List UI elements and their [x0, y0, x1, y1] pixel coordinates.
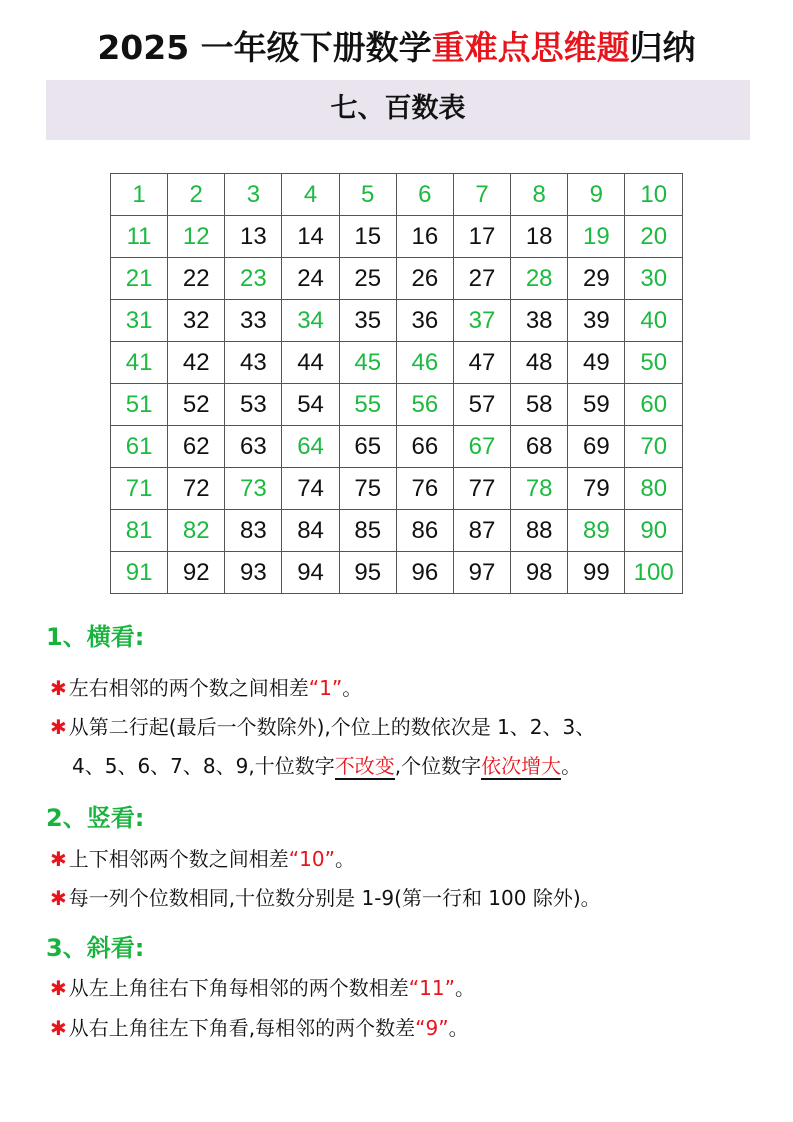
grid-cell: 96: [396, 552, 453, 594]
grid-cell: 7: [453, 174, 510, 216]
grid-cell: 54: [282, 384, 339, 426]
grid-cell: 76: [396, 468, 453, 510]
grid-cell: 86: [396, 510, 453, 552]
bullet-vertical-2: [50, 882, 601, 911]
grid-cell: 18: [511, 216, 568, 258]
grid-cell: 79: [568, 468, 625, 510]
bullet-text: 从右上角往左下角看,每相邻的两个数差: [68, 1016, 416, 1040]
grid-cell: 16: [396, 216, 453, 258]
grid-row: [111, 258, 683, 300]
grid-row: [111, 174, 683, 216]
grid-cell: 53: [225, 384, 282, 426]
grid-cell: 55: [339, 384, 396, 426]
bullet-horizontal-2-cont: [72, 750, 581, 779]
grid-cell: 90: [625, 510, 683, 552]
grid-cell: 57: [453, 384, 510, 426]
grid-cell: 69: [568, 426, 625, 468]
grid-cell: 66: [396, 426, 453, 468]
grid-cell: 75: [339, 468, 396, 510]
grid-cell: 20: [625, 216, 683, 258]
grid-cell: 58: [511, 384, 568, 426]
grid-cell: 13: [225, 216, 282, 258]
grid-cell: 42: [168, 342, 225, 384]
bullet-text: ,个位数字: [394, 754, 482, 778]
grid-cell: 95: [339, 552, 396, 594]
grid-cell: 74: [282, 468, 339, 510]
grid-cell: 85: [339, 510, 396, 552]
grid-cell: 30: [625, 258, 683, 300]
grid-cell: 39: [568, 300, 625, 342]
grid-cell: 61: [111, 426, 168, 468]
punct: 。: [342, 676, 363, 700]
grid-cell: 22: [168, 258, 225, 300]
bullet-diagonal-1: [50, 972, 475, 1001]
grid-cell: 72: [168, 468, 225, 510]
grid-cell: 17: [453, 216, 510, 258]
grid-cell: 8: [511, 174, 568, 216]
grid-cell: 77: [453, 468, 510, 510]
grid-cell: 89: [568, 510, 625, 552]
grid-row: [111, 426, 683, 468]
grid-cell: 60: [625, 384, 683, 426]
red-asterisk-icon: ✱: [50, 1016, 67, 1040]
heading-diagonal: 3、斜看:: [46, 934, 145, 962]
grid-cell: 50: [625, 342, 683, 384]
grid-cell: 49: [568, 342, 625, 384]
grid-cell: 19: [568, 216, 625, 258]
grid-cell: 56: [396, 384, 453, 426]
grid-cell: 45: [339, 342, 396, 384]
grid-cell: 62: [168, 426, 225, 468]
highlight-value: “10”: [288, 847, 335, 871]
grid-cell: 73: [225, 468, 282, 510]
grid-row: [111, 342, 683, 384]
grid-cell: 81: [111, 510, 168, 552]
bullet-text: 4、5、6、7、8、9,十位数字: [72, 754, 335, 778]
grid-cell: 21: [111, 258, 168, 300]
underlined-keyword: 依次增大: [481, 754, 562, 778]
red-asterisk-icon: ✱: [50, 976, 67, 1000]
bullet-text: 从第二行起(最后一个数除外),个位上的数依次是 1、2、3、: [68, 715, 596, 739]
grid-cell: 34: [282, 300, 339, 342]
grid-cell: 35: [339, 300, 396, 342]
grid-cell: 41: [111, 342, 168, 384]
grid-cell: 63: [225, 426, 282, 468]
bullet-text: 左右相邻的两个数之间相差: [68, 676, 309, 700]
red-asterisk-icon: ✱: [50, 676, 67, 700]
grid-cell: 23: [225, 258, 282, 300]
grid-cell: 82: [168, 510, 225, 552]
grid-row: [111, 510, 683, 552]
grid-cell: 24: [282, 258, 339, 300]
grid-cell: 99: [568, 552, 625, 594]
grid-cell: 48: [511, 342, 568, 384]
grid-cell: 1: [111, 174, 168, 216]
grid-cell: 36: [396, 300, 453, 342]
grid-cell: 44: [282, 342, 339, 384]
grid-cell: 47: [453, 342, 510, 384]
grid-cell: 52: [168, 384, 225, 426]
highlight-value: “11”: [408, 976, 455, 1000]
grid-cell: 78: [511, 468, 568, 510]
title-suffix: 归纳: [629, 28, 696, 67]
grid-cell: 40: [625, 300, 683, 342]
grid-cell: 87: [453, 510, 510, 552]
grid-cell: 28: [511, 258, 568, 300]
grid-cell: 31: [111, 300, 168, 342]
section-title: 七、百数表: [330, 93, 466, 124]
grid-cell: 64: [282, 426, 339, 468]
grid-cell: 10: [625, 174, 683, 216]
heading-vertical: 2、竖看:: [46, 804, 145, 832]
grid-cell: 67: [453, 426, 510, 468]
grid-cell: 25: [339, 258, 396, 300]
grid-row: [111, 468, 683, 510]
grid-cell: 71: [111, 468, 168, 510]
grid-cell: 14: [282, 216, 339, 258]
grid-cell: 93: [225, 552, 282, 594]
bullet-vertical-1: [50, 843, 355, 872]
bullet-horizontal-1: [50, 672, 362, 701]
bullet-text: 从左上角往右下角每相邻的两个数相差: [68, 976, 409, 1000]
highlight-value: “9”: [415, 1016, 449, 1040]
grid-row: [111, 384, 683, 426]
grid-cell: 15: [339, 216, 396, 258]
bullet-text: 上下相邻两个数之间相差: [68, 847, 289, 871]
grid-cell: 37: [453, 300, 510, 342]
title-text: 2025 一年级下册数学: [97, 28, 432, 67]
grid-cell: 32: [168, 300, 225, 342]
hundred-table: [110, 173, 683, 594]
grid-cell: 3: [225, 174, 282, 216]
grid-cell: 5: [339, 174, 396, 216]
grid-cell: 65: [339, 426, 396, 468]
underlined-keyword: 不改变: [334, 754, 395, 778]
grid-row: [111, 216, 683, 258]
page-title: [0, 22, 793, 69]
grid-cell: 38: [511, 300, 568, 342]
bullet-diagonal-2: [50, 1012, 469, 1041]
grid-cell: 84: [282, 510, 339, 552]
grid-cell: 88: [511, 510, 568, 552]
grid-cell: 51: [111, 384, 168, 426]
punct: 。: [454, 976, 475, 1000]
section-banner: [46, 80, 750, 140]
grid-row: [111, 552, 683, 594]
grid-cell: 100: [625, 552, 683, 594]
bullet-horizontal-2: [50, 711, 595, 740]
title-highlight: 重难点思维题: [431, 28, 630, 67]
grid-cell: 43: [225, 342, 282, 384]
grid-cell: 80: [625, 468, 683, 510]
highlight-value: “1”: [308, 676, 343, 700]
bullet-text: 每一列个位数相同,十位数分别是 1-9(第一行和 100 除外)。: [68, 886, 601, 910]
grid-cell: 83: [225, 510, 282, 552]
grid-cell: 94: [282, 552, 339, 594]
red-asterisk-icon: ✱: [50, 847, 67, 871]
grid-row: [111, 300, 683, 342]
grid-cell: 2: [168, 174, 225, 216]
grid-cell: 26: [396, 258, 453, 300]
grid-cell: 4: [282, 174, 339, 216]
grid-cell: 33: [225, 300, 282, 342]
punct: 。: [334, 847, 355, 871]
grid-cell: 97: [453, 552, 510, 594]
grid-cell: 98: [511, 552, 568, 594]
red-asterisk-icon: ✱: [50, 886, 67, 910]
punct: 。: [448, 1016, 469, 1040]
grid-cell: 70: [625, 426, 683, 468]
grid-cell: 27: [453, 258, 510, 300]
punct: 。: [561, 754, 582, 778]
red-asterisk-icon: ✱: [50, 715, 67, 739]
grid-cell: 6: [396, 174, 453, 216]
grid-cell: 91: [111, 552, 168, 594]
grid-cell: 59: [568, 384, 625, 426]
grid-cell: 92: [168, 552, 225, 594]
grid-cell: 9: [568, 174, 625, 216]
heading-horizontal: 1、横看:: [46, 623, 145, 651]
grid-cell: 12: [168, 216, 225, 258]
grid-cell: 68: [511, 426, 568, 468]
grid-cell: 29: [568, 258, 625, 300]
grid-cell: 46: [396, 342, 453, 384]
grid-cell: 11: [111, 216, 168, 258]
